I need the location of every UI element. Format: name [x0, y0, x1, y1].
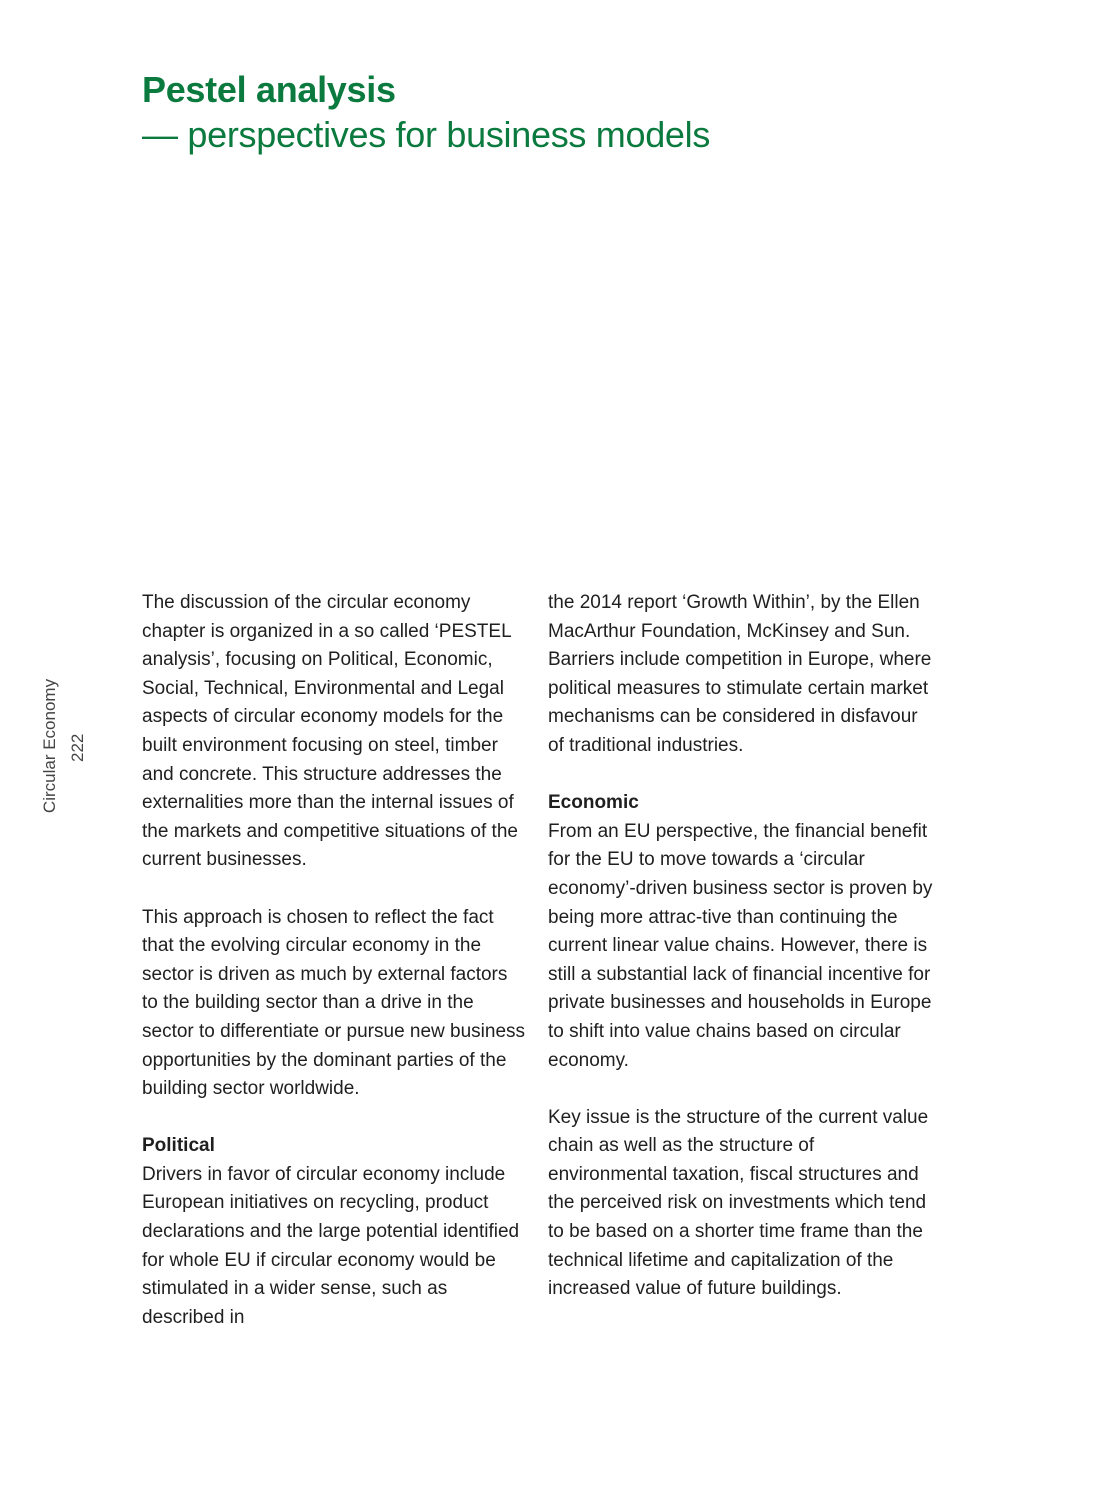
- economic-heading: Economic: [548, 792, 639, 814]
- section-label: Circular Economy: [40, 678, 59, 814]
- economic-text: From an EU perspective, the financial benefit for the EU to move towards a ‘circular economy’-driven business sector is proven by being more attrac-tive than continuing the current linear value chains. However, there is still a substantial lack of financial incentive for private businesses and households in Europe to shift into value chains based on circular economy.: [548, 820, 933, 1071]
- left-column: [142, 589, 528, 1332]
- political-section: [142, 1132, 528, 1332]
- political-text: Drivers in favor of circular economy include European initiatives on recycling, product declarations and the large potential identified for whole EU if circular economy would be stimulated in a wider sense, such as described in: [142, 1163, 520, 1328]
- page-title: Pestel analysis: [142, 69, 396, 110]
- growth-within-paragraph: the 2014 report ‘Growth Within’, by the Ellen MacArthur Foundation, McKinsey and Sun. Barriers include competition in Europe, where political measures to stimulate certain market mechanisms can be considered in disfavour of traditional industries.: [548, 592, 932, 756]
- approach-paragraph: This approach is chosen to reflect the fact that the evolving circular economy in the sector is driven as much by external factors to the building sector than a drive in the sector to differentiate or pursue new business opportunities by the dominant parties of the building sector worldwide.: [142, 906, 526, 1100]
- title-block: [142, 68, 1002, 158]
- intro-paragraph: The discussion of the circular economy chapter is organized in a so called ‘PESTEL analysis’, focusing on Political, Economic, Social, Technical, Environmental and Legal aspects of circular economy models for the built environment focusing on steel, timber and concrete. This structure addresses the externalities more than the internal issues of the markets and competitive situations of the current businesses.: [142, 592, 518, 871]
- page-number: 222: [68, 733, 87, 762]
- key-issue-paragraph: Key issue is the structure of the current value chain as well as the structure of environmental taxation, fiscal structures and the perceived risk on investments which tend to be based on a shorter time frame than the technical lifetime and capitalization of the increased value of future buildings.: [548, 1106, 929, 1300]
- political-heading: Political: [142, 1135, 215, 1157]
- economic-section: [548, 789, 934, 1075]
- page-subtitle: — perspectives for business models: [142, 114, 711, 155]
- right-column: [548, 589, 934, 1304]
- side-running-header: [40, 670, 88, 822]
